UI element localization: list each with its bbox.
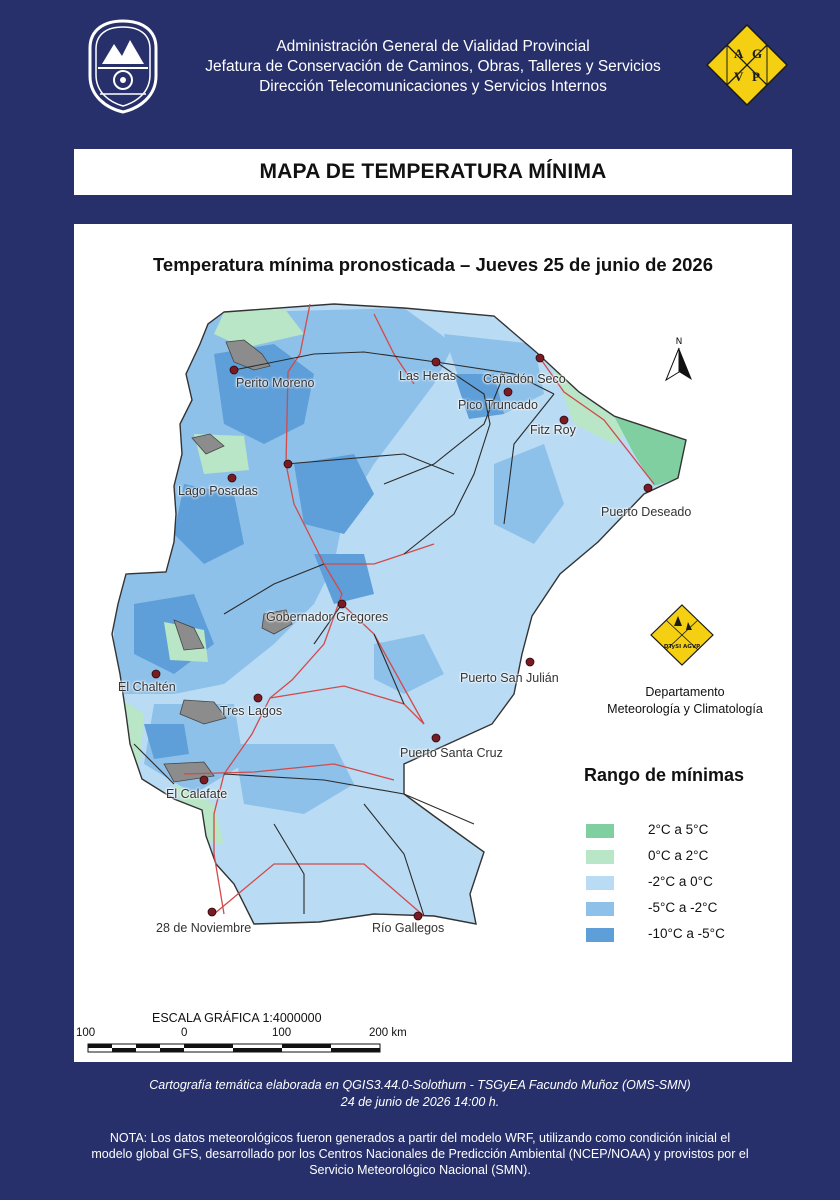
logo-letter-g: G: [752, 46, 763, 61]
city-label-tres-lagos: Tres Lagos: [220, 704, 283, 718]
legend-swatch: [586, 902, 614, 916]
city-point-tres-lagos: [254, 694, 262, 702]
department-logo-text: DTySI AGVP: [663, 644, 701, 650]
legend-swatch: [586, 928, 614, 942]
city-label-perito-moreno: Perito Moreno: [236, 376, 315, 390]
city-point-rio-gallegos: [414, 912, 422, 920]
city-label-puerto-san-julian: Puerto San Julián: [460, 671, 559, 685]
city-point-puerto-san-julian: [526, 658, 534, 666]
city-label-las-heras: Las Heras: [399, 369, 456, 383]
city-label-puerto-deseado: Puerto Deseado: [601, 505, 692, 519]
map-subtitle: Temperatura mínima pronosticada – Jueves 25 de junio de 2026: [152, 254, 713, 275]
city-point-gobernador-gregores: [338, 600, 346, 608]
legend-label: 0°C a 2°C: [648, 848, 709, 863]
logo-letter-a: A: [734, 46, 744, 61]
logo-letter-p: P: [752, 69, 760, 84]
legend-label: -10°C a -5°C: [648, 926, 725, 941]
city-point-las-heras: [432, 358, 440, 366]
page-title: MAPA DE TEMPERATURA MÍNIMA: [259, 160, 607, 183]
city-label-canadon-seco: Cañadón Seco: [483, 372, 566, 386]
legend-swatch: [586, 824, 614, 838]
province-seal-icon: [84, 18, 162, 114]
city-label-gobernador-gregores: Gobernador Gregores: [266, 610, 389, 624]
legend-label: -2°C a 0°C: [648, 874, 713, 889]
north-arrow-icon: [666, 337, 692, 380]
city-label-el-calafate: El Calafate: [166, 787, 228, 801]
header-line-2: Jefatura de Conservación de Caminos, Obras, Talleres y Servicios: [205, 58, 661, 75]
city-label-28-de-noviembre: 28 de Noviembre: [156, 921, 252, 935]
header: [0, 0, 840, 140]
north-label: N: [675, 337, 683, 347]
scale-title: ESCALA GRÁFICA 1:4000000: [152, 1011, 322, 1025]
city-point-los-antiguos: [284, 460, 292, 468]
city-label-lago-posadas: Lago Posadas: [178, 484, 258, 498]
department-text: [590, 684, 780, 718]
agvp-logo: [706, 24, 788, 106]
department-line-1: Departamento: [645, 685, 725, 699]
city-point-lago-posadas: [228, 474, 236, 482]
footer-date: 24 de junio de 2026 14:00 h.: [340, 1095, 500, 1109]
scale-tick-label: 100: [272, 1027, 292, 1039]
title-box: [74, 149, 792, 195]
city-point-canadon-seco: [536, 354, 544, 362]
header-line-1: Administración General de Vialidad Provincial: [276, 38, 590, 55]
legend-label: 2°C a 5°C: [648, 822, 709, 837]
scale-tick-label: 200 km: [369, 1027, 407, 1039]
city-label-fitz-roy: Fitz Roy: [530, 423, 576, 437]
legend-swatch: [586, 850, 614, 864]
map-panel: [74, 224, 792, 1062]
department-logo: [650, 604, 714, 666]
city-point-el-calafate: [200, 776, 208, 784]
legend-label: -5°C a -2°C: [648, 900, 718, 915]
city-label-puerto-santa-cruz: Puerto Santa Cruz: [400, 746, 503, 760]
city-label-rio-gallegos: Río Gallegos: [372, 921, 445, 935]
city-label-pico-truncado: Pico Truncado: [458, 398, 538, 412]
legend-title: Rango de mínimas: [584, 765, 745, 785]
city-label-el-chalten: El Chaltén: [118, 680, 176, 694]
city-point-puerto-deseado: [644, 484, 652, 492]
city-point-28-de-noviembre: [208, 908, 216, 916]
scale-tick-label: 100: [76, 1027, 96, 1039]
city-point-el-chalten: [152, 670, 160, 678]
header-text: [170, 37, 696, 97]
city-point-pico-truncado: [504, 388, 512, 396]
footer-note: NOTA: Los datos meteorológicos fueron generados a partir del modelo WRF, utilizando como condición inicial el modelo global GFS, desarrollado por los Centros Nacionales de Predicción Ambiental (NCEP/NOAA) y provistos por el Servicio Meteorológico Nacional (SMN).: [91, 1131, 749, 1177]
scale-tick-label: 0: [181, 1027, 188, 1039]
header-line-3: Dirección Telecomunicaciones y Servicios Internos: [259, 78, 607, 95]
department-line-2: Meteorología y Climatología: [607, 702, 763, 716]
city-point-perito-moreno: [230, 366, 238, 374]
scale-bar: [87, 1042, 383, 1054]
city-point-puerto-santa-cruz: [432, 734, 440, 742]
legend-swatch: [586, 876, 614, 890]
logo-letter-v: V: [734, 69, 744, 84]
footer-credit: Cartografía temática elaborada en QGIS3.44.0-Solothurn - TSGyEA Facundo Muñoz (OMS-SMN): [149, 1078, 691, 1092]
